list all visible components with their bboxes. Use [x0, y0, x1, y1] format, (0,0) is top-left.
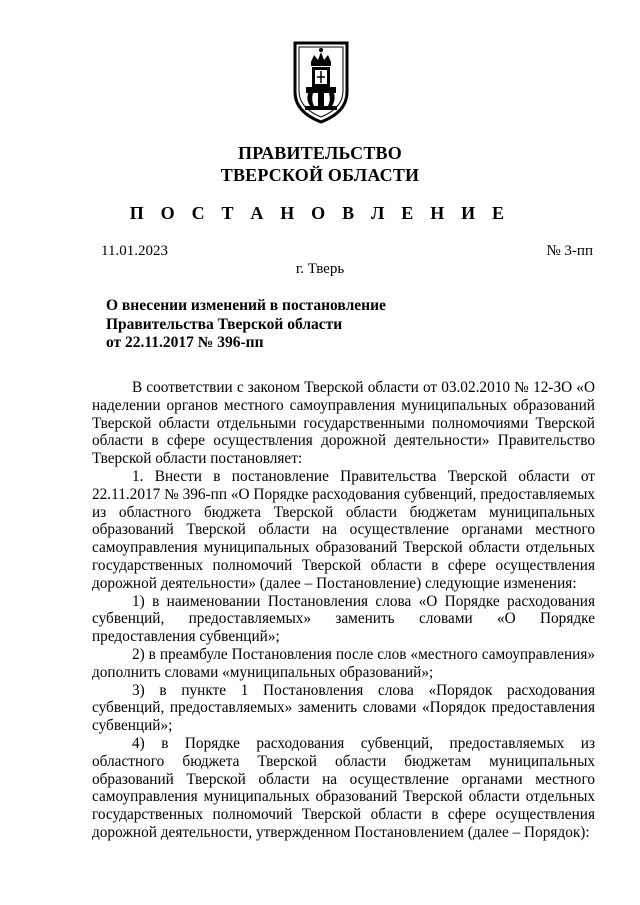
document-date: 11.01.2023 [101, 243, 168, 259]
organization-name-line2: ТВЕРСКОЙ ОБЛАСТИ [220, 165, 420, 185]
document-type: П О С Т А Н О В Л Е Н И Е [129, 203, 511, 223]
subject-line3: от 22.11.2017 № 396-пп [106, 334, 264, 351]
document-city: г. Тверь [295, 261, 345, 277]
document-body [92, 379, 595, 842]
organization-name-line1: ПРАВИТЕЛЬСТВО [238, 143, 402, 163]
paragraph-subitem-3: 3) в пункте 1 Постановления слова «Порядок расходования субвенций, предоставляемых» заменить словами «Порядок предоставления субвенций»; [92, 681, 595, 735]
paragraph-item-1: 1. Внести в постановление Правительства Тверской области от 22.11.2017 № 396-пп «О Порядке расходования субвенций, предоставляемых из областного бюджета Тверской области бюджетам муниципальных образований Тверской области на осуществление органами местного самоуправления муниципальных образований Тверской области отдельных государственных полномочий Тверской области в сфере осуществления дорожной деятельности» (далее – Постановление) следующие изменения: [92, 467, 595, 592]
paragraph-subitem-4: 4) в Порядке расходования субвенций, предоставляемых из областного бюджета Тверской области бюджетам муниципальных образований Тверской области на осуществление органами местного самоуправления муниципальных образований Тверской области отдельных государственных полномочий Тверской области в сфере осуществления дорожной деятельности, утвержденном Постановлением (далее – Порядок): [92, 734, 595, 841]
document-subject [106, 297, 386, 353]
subject-line2: Правительства Тверской области [106, 315, 343, 333]
paragraph-preamble: В соответствии с законом Тверской области от 03.02.2010 № 12-ЗО «О наделении органов местного самоуправления муниципальных образований Тверской области отдельными государственными полномочиями Тверской области в сфере осуществления дорожной деятельности» Правительство Тверской области постановляет: [92, 379, 595, 468]
coat-of-arms-icon [292, 40, 350, 124]
paragraph-subitem-2: 2) в преамбуле Постановления после слов «местного самоуправления» дополнить словами «муниципальных образований»; [92, 645, 595, 681]
paragraph-subitem-1: 1) в наименовании Постановления слова «О Порядке расходования субвенций, предоставляемых» заменить словами «О Порядке предоставления субвенций»; [92, 592, 595, 646]
subject-line1: О внесении изменений в постановление [106, 297, 386, 314]
document-number: № 3-пп [546, 243, 593, 259]
